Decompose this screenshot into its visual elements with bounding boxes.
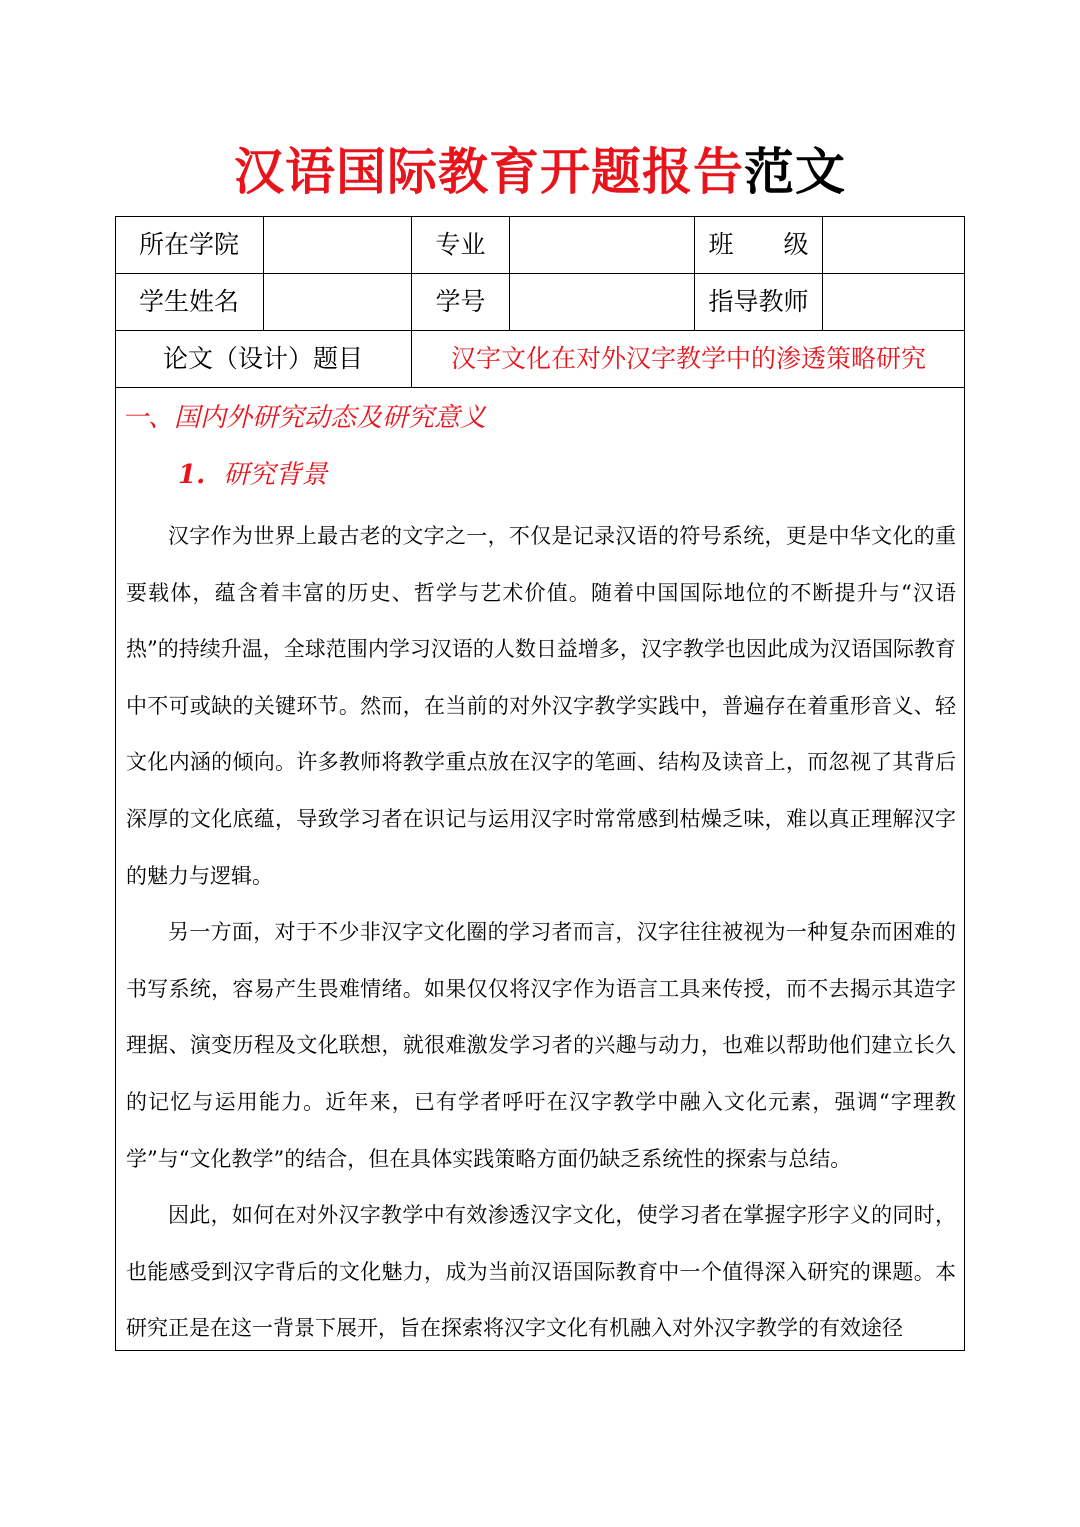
class-label: 班 级: [708, 230, 809, 259]
topic-field[interactable]: 汉字文化在对外汉字教学中的渗透策略研究: [450, 344, 926, 373]
college-label: 所在学院: [138, 230, 239, 259]
page-title: [0, 140, 1080, 204]
subsection-heading: [178, 455, 327, 495]
major-field[interactable]: [510, 216, 694, 273]
student-id-field[interactable]: [510, 273, 694, 330]
title-black-part: 范文: [744, 143, 846, 201]
student-name-label: 学生姓名: [138, 287, 239, 316]
major-label: 专业: [435, 230, 486, 259]
college-field[interactable]: [264, 216, 411, 273]
student-id-label: 学号: [435, 287, 486, 316]
advisor-label: 指导教师: [708, 287, 809, 316]
advisor-field[interactable]: [823, 273, 965, 330]
student-name-field[interactable]: [264, 273, 411, 330]
section-heading: 一、国内外研究动态及研究意义: [122, 403, 487, 433]
topic-label: 论文（设计）题目: [162, 344, 363, 373]
section-body: [126, 508, 956, 1357]
body-paragraph: 另一方面，对于不少非汉字文化圈的学习者而言，汉字往往被视为一种复杂而困难的书写系统，容易产生畏难情绪。如果仅仅将汉字作为语言工具来传授，而不去揭示其造字理据、演变历程及文化联想，就很难激发学习者的兴趣与动力，也难以帮助他们建立长久的记忆与运用能力。近年来，已有学者呼吁在汉字教学中融入文化元素，强调“字理教学”与“文化教学”的结合，但在具体实践策略方面仍缺乏系统性的探索与总结。: [126, 920, 956, 1171]
subsection-number: 1.: [178, 460, 206, 490]
body-paragraph: 汉字作为世界上最古老的文字之一，不仅是记录汉语的符号系统，更是中华文化的重要载体，蕴含着丰富的历史、哲学与艺术价值。随着中国国际地位的不断提升与“汉语热”的持续升温，全球范围内学习汉语的人数日益增多，汉字教学也因此成为汉语国际教育中不可或缺的关键环节。然而，在当前的对外汉字教学实践中，普遍存在着重形音义、轻文化内涵的倾向。许多教师将教学重点放在汉字的笔画、结构及读音上，而忽视了其背后深厚的文化底蕴，导致学习者在识记与运用汉字时常常感到枯燥乏味，难以真正理解汉字的魅力与逻辑。: [126, 524, 956, 888]
title-red-part: 汉语国际教育开题报告: [234, 143, 744, 201]
class-field[interactable]: [823, 216, 965, 273]
subsection-title: 研究背景: [223, 460, 328, 490]
body-paragraph: 因此，如何在对外汉字教学中有效渗透汉字文化，使学习者在掌握字形字义的同时，也能感受到汉字背后的文化魅力，成为当前汉语国际教育中一个值得深入研究的课题。本研究正是在这一背景下展开，旨在探索将汉字文化有机融入对外汉字教学的有效途径: [126, 1203, 956, 1341]
table-rule: [115, 387, 965, 388]
